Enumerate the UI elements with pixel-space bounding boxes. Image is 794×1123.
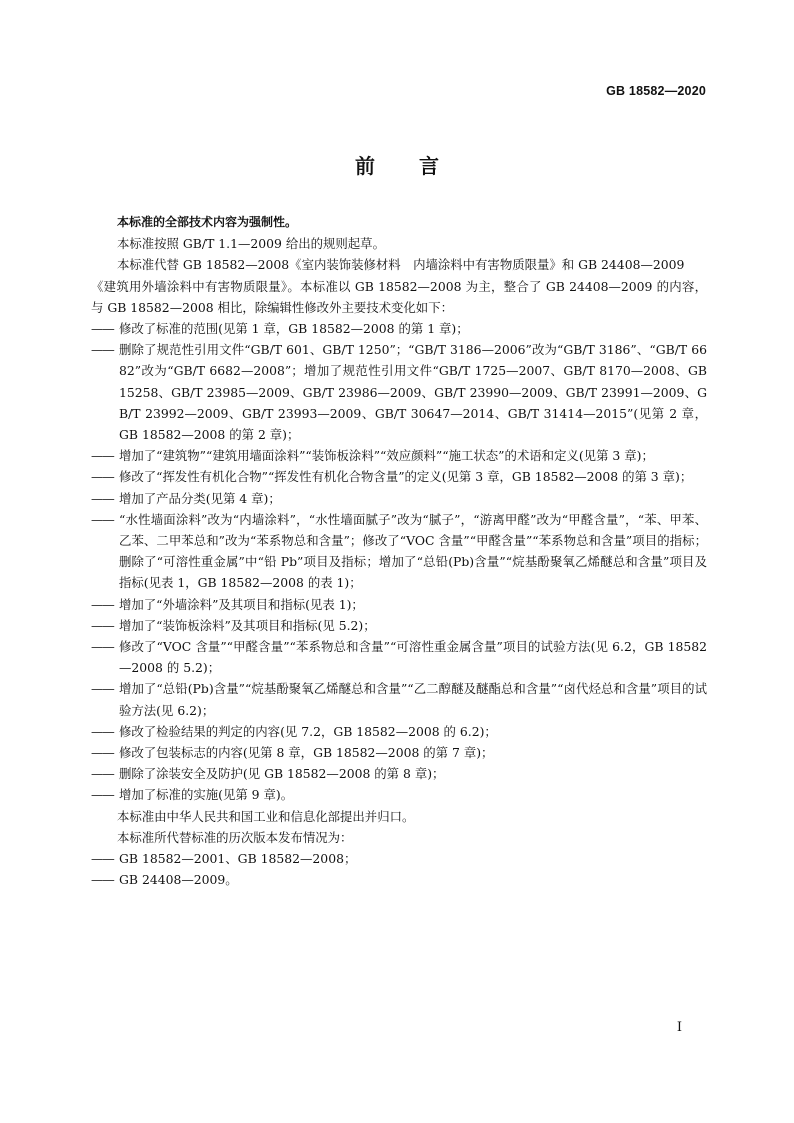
dash-marker: —— xyxy=(91,872,114,888)
dash-marker: —— xyxy=(91,766,114,782)
list-item xyxy=(91,636,707,678)
dash-marker: —— xyxy=(91,596,114,612)
list-item-text: 修改了检验结果的判定的内容(见 7.2，GB 18582—2008 的 6.2)； xyxy=(119,723,497,739)
mandatory-statement: 本标准的全部技术内容为强制性。 xyxy=(117,215,298,229)
proposer-paragraph: 本标准由中华人民共和国工业和信息化部提出并归口。 xyxy=(117,808,415,824)
drafting-rules-paragraph: 本标准按照 GB/T 1.1—2009 给出的规则起草。 xyxy=(117,236,385,252)
dash-marker: —— xyxy=(91,681,114,697)
replacement-paragraph-rest: 《建筑用外墙涂料中有害物质限量》。本标准以 GB 18582—2008 为主，整合了 GB 24408—2009 的内容，与 GB 18582—2008 相比，除编辑性修改外主要技术变化如下： xyxy=(91,278,707,315)
list-item xyxy=(91,848,707,869)
list-item xyxy=(91,742,707,763)
dash-marker: —— xyxy=(91,745,114,761)
dash-marker: —— xyxy=(91,723,114,739)
history-list xyxy=(91,848,707,890)
dash-marker: —— xyxy=(91,342,114,358)
list-item-text: 增加了“建筑物”“建筑用墙面涂料”“装饰板涂料”“效应颜料”“施工状态”的术语和定义(见第 3 章)； xyxy=(119,448,654,464)
list-item-text: 删除了规范性引用文件“GB/T 601、GB/T 1250”；“GB/T 3186—2006”改为“GB/T 3186”、“GB/T 6682”改为“GB/T 6682—2008”；增加了规范性引用文件“GB/T 1725—2007、GB/T 8170—2008、GB 15258、GB/T 23985—2009、GB/T 23986—2009、GB/T 23990—2009、GB/T 23991—2009、GB/T 23992—2009、GB/T 23993—2009、GB/T 30647—2014、GB/T 31414—2015”(见第 2 章，GB 18582—2008 的第 2 章)； xyxy=(119,342,707,443)
dash-marker: —— xyxy=(91,490,114,506)
history-intro-paragraph: 本标准所代替标准的历次版本发布情况为： xyxy=(117,829,353,845)
list-item xyxy=(91,466,707,487)
list-item xyxy=(91,488,707,509)
dash-marker: —— xyxy=(91,469,114,485)
list-item-text: GB 18582—2001、GB 18582—2008； xyxy=(119,851,357,867)
list-item-text: GB 24408—2009。 xyxy=(119,872,238,888)
list-item xyxy=(91,318,707,339)
list-item-text: 删除了涂装安全及防护(见 GB 18582—2008 的第 8 章)； xyxy=(119,766,445,782)
page-number: I xyxy=(676,1020,682,1035)
list-item-text: 增加了“装饰板涂料”及其项目和指标(见 5.2)； xyxy=(119,617,376,633)
dash-marker: —— xyxy=(91,639,114,655)
list-item-text: 增加了“外墙涂料”及其项目和指标(见表 1)； xyxy=(119,596,364,612)
dash-marker: —— xyxy=(91,617,114,633)
list-item-text: 增加了产品分类(见第 4 章)； xyxy=(119,490,281,506)
foreword-body xyxy=(91,212,707,891)
list-item-text: 修改了包装标志的内容(见第 8 章，GB 18582—2008 的第 7 章)； xyxy=(119,745,494,761)
list-item-text: 增加了“总铅(Pb)含量”“烷基酚聚氧乙烯醚总和含量”“乙二醇醚及醚酯总和含量”“卤代烃总和含量”项目的试验方法(见 6.2)； xyxy=(119,681,707,718)
list-item xyxy=(91,721,707,742)
list-item xyxy=(91,869,707,890)
list-item xyxy=(91,763,707,784)
title-char-2: 言 xyxy=(419,154,439,178)
list-item xyxy=(91,594,707,615)
replacement-paragraph-line1: 本标准代替 GB 18582—2008《室内装饰装修材料 内墙涂料中有害物质限量》和 GB 24408—2009 xyxy=(117,257,685,273)
list-item xyxy=(91,339,707,445)
list-item xyxy=(91,509,707,594)
dash-marker: —— xyxy=(91,321,114,337)
dash-marker: —— xyxy=(91,511,114,527)
dash-marker: —— xyxy=(91,448,114,464)
list-item xyxy=(91,678,707,720)
dash-marker: —— xyxy=(91,851,114,867)
changes-list xyxy=(91,318,707,806)
list-item xyxy=(91,615,707,636)
list-item-text: “水性墙面涂料”改为“内墙涂料”，“水性墙面腻子”改为“腻子”，“游离甲醛”改为“甲醛含量”，“苯、甲苯、乙苯、二甲苯总和”改为“苯系物总和含量”；修改了“VOC 含量”“甲醛含量”“苯系物总和含量”项目的指标；删除了“可溶性重金属”中“铅 Pb”项目及指标；增加了“总铅(Pb)含量”“烷基酚聚氧乙烯醚总和含量”项目及指标(见表 1，GB 18582—2008 的表 1)； xyxy=(119,511,707,591)
page-title xyxy=(0,150,794,179)
list-item xyxy=(91,784,707,805)
list-item xyxy=(91,445,707,466)
title-char-1: 前 xyxy=(355,154,375,178)
list-item-text: 修改了“VOC 含量”“甲醛含量”“苯系物总和含量”“可溶性重金属含量”项目的试验方法(见 6.2，GB 18582—2008 的 5.2)； xyxy=(119,639,707,676)
list-item-text: 修改了“挥发性有机化合物”“挥发性有机化合物含量”的定义(见第 3 章，GB 18582—2008 的第 3 章)； xyxy=(119,469,693,485)
list-item-text: 修改了标准的范围(见第 1 章，GB 18582—2008 的第 1 章)； xyxy=(119,321,469,337)
standard-code-header: GB 18582—2020 xyxy=(606,84,706,98)
list-item-text: 增加了标准的实施(见第 9 章)。 xyxy=(119,787,294,803)
dash-marker: —— xyxy=(91,787,114,803)
